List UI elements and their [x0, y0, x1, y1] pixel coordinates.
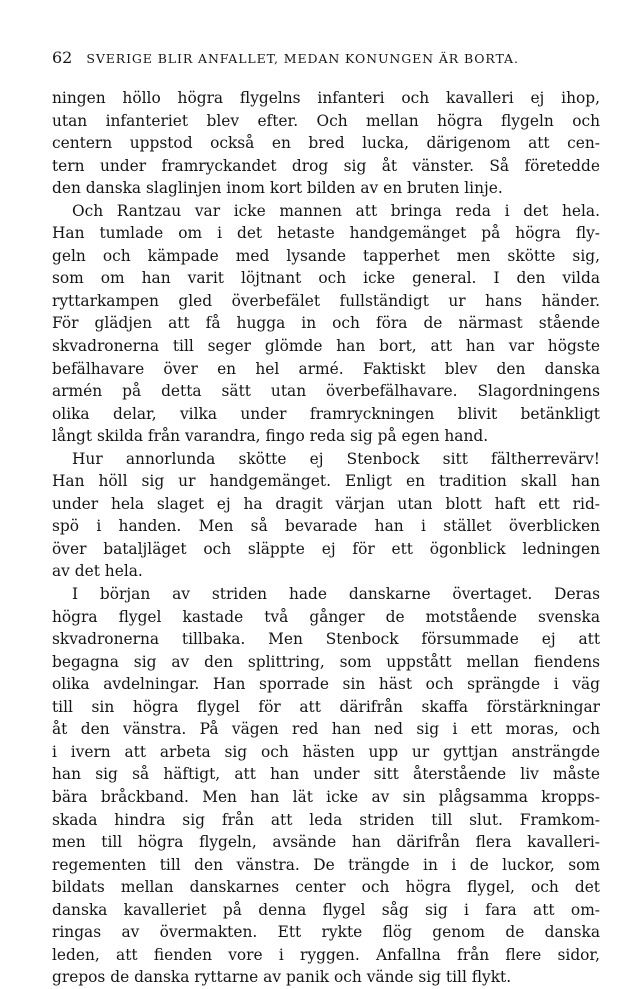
- text-line: ningen höllo högra flygelns infanteri och kavalleri ej ihop,: [52, 89, 600, 107]
- text-line: geln och kämpade med lysande tapperhet men skötte sig,: [52, 246, 600, 265]
- text-line: ryttarkampen gled överbefälet fullständigt ur hans händer.: [52, 291, 600, 310]
- text-line: tern under framryckandet drog sig åt vänster. Så företedde: [52, 156, 600, 175]
- text-line: ringas av övermakten. Ett rykte flög genom de danska: [52, 923, 600, 942]
- text-line: skvadronerna tillbaka. Men Stenbock försummade ej att: [52, 630, 600, 649]
- text-line: centern uppstod också en bred lucka, därigenom att cen-: [52, 134, 600, 153]
- body-text: [52, 87, 600, 989]
- text-line: till sin högra flygel för att därifrån skaffa förstärkningar: [52, 697, 600, 716]
- text-line: grepos de danska ryttarne av panik och vände sig till flykt.: [52, 968, 512, 987]
- running-header: [52, 48, 600, 67]
- page-number: 62: [52, 48, 73, 67]
- text-line: olika avdelningar. Han sporrade sin häst och sprängde i väg: [52, 675, 600, 694]
- text-line: skada hindra sig från att leda striden till slut. Framkom-: [52, 810, 600, 829]
- text-line: skvadronerna till seger glömde han bort, att han var högste: [52, 337, 600, 356]
- paragraph: [52, 87, 600, 200]
- text-line: av det hela.: [52, 562, 143, 581]
- paragraph: [52, 448, 600, 583]
- text-line: Hur annorlunda skötte ej Stenbock sitt fältherrevärv!: [72, 449, 600, 468]
- text-line: Han höll sig ur handgemänget. Enligt en tradition skall han: [52, 472, 600, 491]
- text-line: men till högra flygeln, avsände han därifrån flera kavalleri-: [52, 833, 600, 852]
- text-line: långt skilda från varandra, fingo reda sig på egen hand.: [52, 427, 489, 446]
- text-line: åt den vänstra. På vägen red han ned sig i ett moras, och: [52, 720, 600, 739]
- text-line: utan infanteriet blev efter. Och mellan högra flygeln och: [52, 111, 600, 130]
- text-line: olika delar, vilka under framryckningen blivit betänkligt: [52, 404, 600, 423]
- paragraph: [52, 583, 600, 989]
- text-line: Och Rantzau var icke mannen att bringa reda i det hela.: [72, 201, 600, 220]
- text-line: danska kavalleriet på denna flygel såg sig i fara att om-: [52, 900, 600, 919]
- text-line: armén på detta sätt utan överbefälhavare. Slagordningens: [52, 382, 600, 401]
- text-line: befälhavare över en hel armé. Faktiskt blev den danska: [52, 359, 600, 378]
- text-line: regementen till den vänstra. De trängde in i de luckor, som: [52, 855, 600, 874]
- text-line: spö i handen. Men så bevarade han i stället överblicken: [52, 517, 600, 536]
- text-line: högra flygel kastade två gånger de motstående svenska: [52, 607, 600, 626]
- text-line: som om han varit löjtnant och icke general. I den vilda: [52, 269, 600, 288]
- text-line: Han tumlade om i det hetaste handgemänget på högra fly-: [52, 224, 600, 243]
- text-line: den danska slaglinjen inom kort bilden av en bruten linje.: [52, 179, 503, 198]
- text-line: bildats mellan danskarnes center och högra flygel, och det: [52, 878, 600, 897]
- text-line: För glädjen att få hugga in och föra de närmast stående: [52, 314, 600, 333]
- text-line: bära bråckband. Men han lät icke av sin plågsamma kropps-: [52, 787, 600, 806]
- text-line: över bataljläget och släppte ej för ett ögonblick ledningen: [52, 539, 600, 558]
- paragraph-container: [52, 87, 600, 989]
- text-line: under hela slaget ej ha dragit värjan utan blott haft ett rid-: [52, 494, 600, 513]
- paragraph: [52, 200, 600, 448]
- text-line: leden, att fienden vore i ryggen. Anfallna från flere sidor,: [52, 945, 600, 964]
- text-line: han sig så häftigt, att han under sitt återstående liv måste: [52, 765, 600, 784]
- book-page: [52, 48, 600, 989]
- text-line: I början av striden hade danskarne övertaget. Deras: [72, 585, 600, 604]
- text-line: i ivern att arbeta sig och hästen upp ur gyttjan ansträngde: [52, 742, 600, 761]
- text-line: begagna sig av den splittring, som uppstått mellan fiendens: [52, 652, 600, 671]
- running-title: SVERIGE BLIR ANFALLET, MEDAN KONUNGEN ÄR BORTA.: [86, 51, 519, 66]
